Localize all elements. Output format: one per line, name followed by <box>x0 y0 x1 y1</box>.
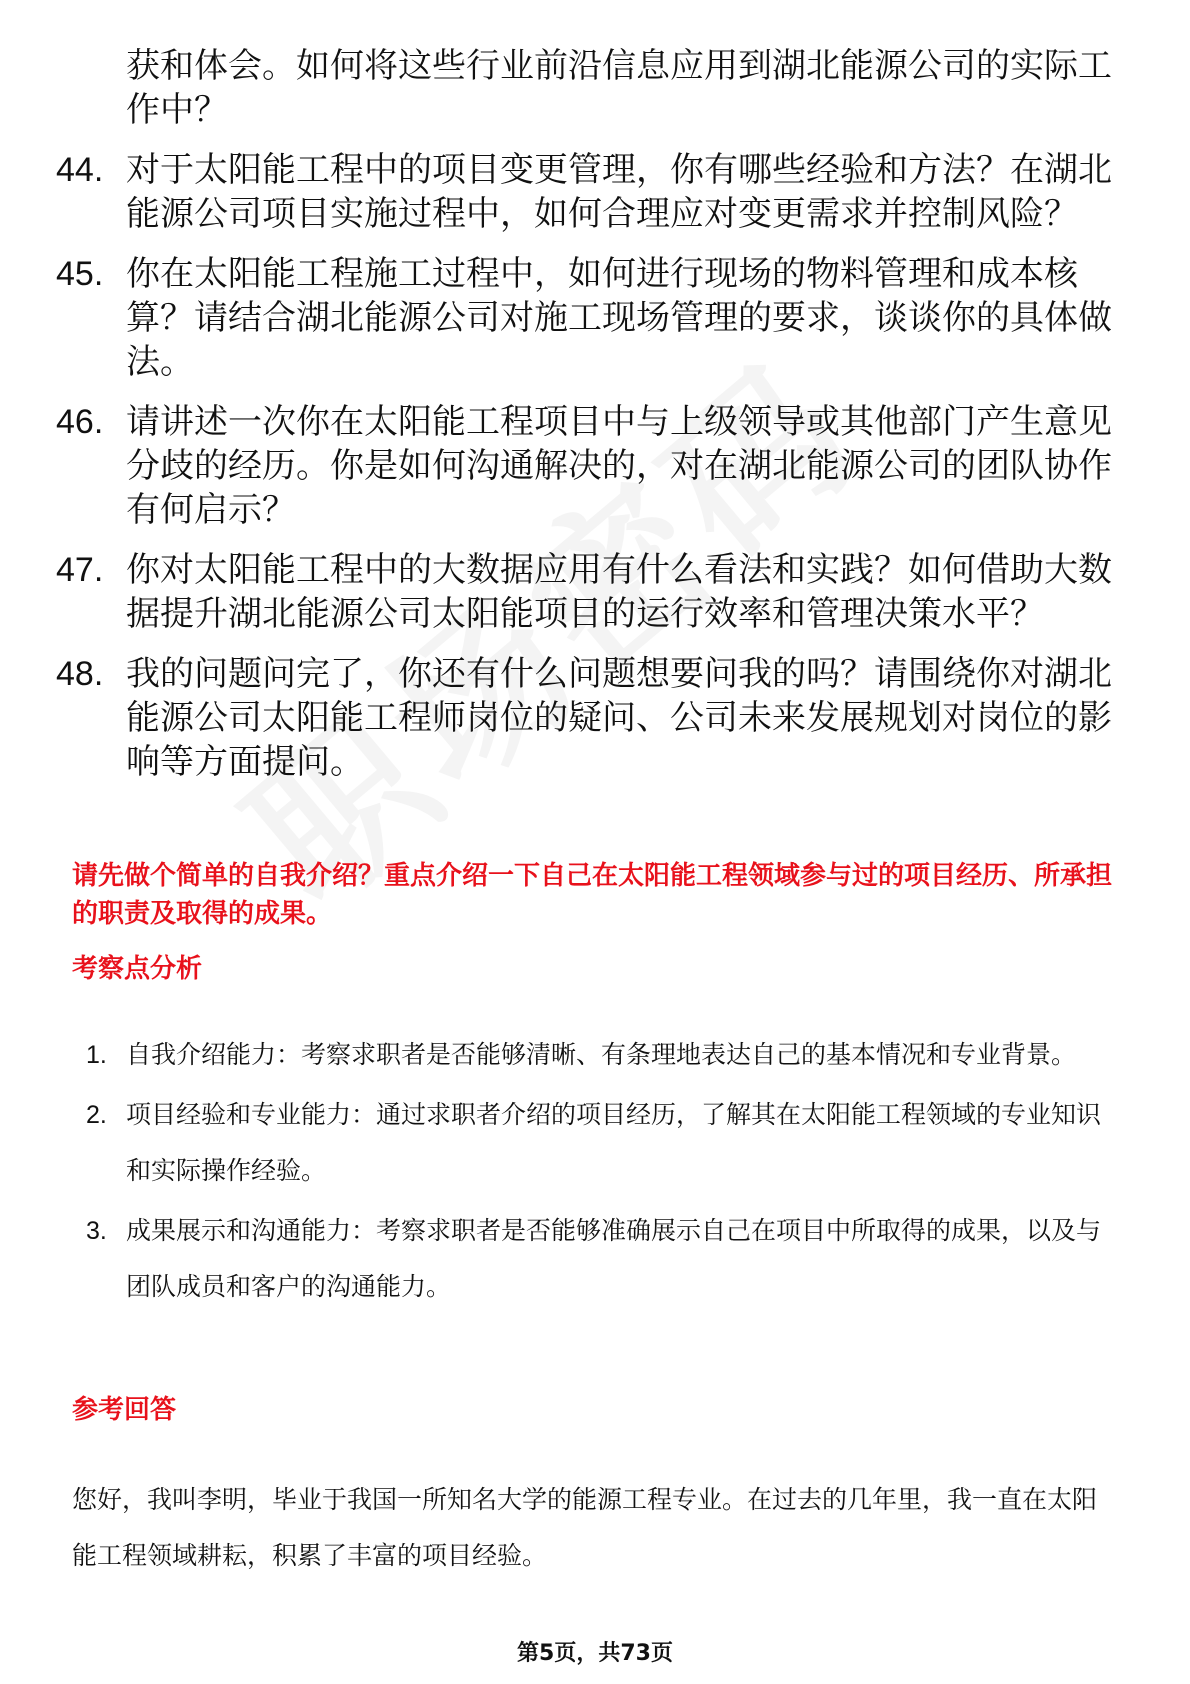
question-number: 46. <box>56 403 104 441</box>
question-item <box>56 400 1116 532</box>
question-item <box>56 548 1116 636</box>
question-item <box>56 652 1116 784</box>
question-item <box>56 252 1116 384</box>
analysis-item <box>86 1027 1116 1083</box>
analysis-number: 3. <box>86 1217 107 1245</box>
analysis-text: 自我介绍能力：考察求职者是否能够清晰、有条理地表达自己的基本情况和专业背景。 <box>126 1040 1077 1069</box>
analysis-list <box>0 1027 1190 1319</box>
reference-title: 参考回答 <box>72 1395 177 1425</box>
question-number: 47. <box>56 551 104 589</box>
question-43-continuation: 获和体会。如何将这些行业前沿信息应用到湖北能源公司的实际工作中？ <box>126 46 1112 130</box>
question-text: 对于太阳能工程中的项目变更管理，你有哪些经验和方法？在湖北能源公司项目实施过程中，如何合理应对变更需求并控制风险？ <box>126 150 1112 234</box>
question-text: 请讲述一次你在太阳能工程项目中与上级领导或其他部门产生意见分歧的经历。你是如何沟通解决的，对在湖北能源公司的团队协作有何启示？ <box>126 402 1112 530</box>
analysis-item <box>86 1203 1116 1315</box>
analysis-text: 成果展示和沟通能力：考察求职者是否能够准确展示自己在项目中所取得的成果，以及与团队成员和客户的沟通能力。 <box>126 1216 1102 1301</box>
analysis-number: 2. <box>86 1101 107 1129</box>
analysis-item <box>86 1087 1116 1199</box>
featured-question: 请先做个简单的自我介绍？重点介绍一下自己在太阳能工程领域参与过的项目经历、所承担的职责及取得的成果。 <box>72 861 1113 929</box>
question-text: 我的问题问完了，你还有什么问题想要问我的吗？请围绕你对湖北能源公司太阳能工程师岗位的疑问、公司未来发展规划对岗位的影响等方面提问。 <box>126 654 1112 782</box>
question-number: 44. <box>56 151 104 189</box>
question-text: 你在太阳能工程施工过程中，如何进行现场的物料管理和成本核算？请结合湖北能源公司对施工现场管理的要求，谈谈你的具体做法。 <box>126 254 1112 382</box>
analysis-text: 项目经验和专业能力：通过求职者介绍的项目经历，了解其在太阳能工程领域的专业知识和实际操作经验。 <box>126 1100 1102 1185</box>
question-number: 48. <box>56 655 104 693</box>
analysis-title: 考察点分析 <box>72 954 203 984</box>
question-list <box>0 44 1190 784</box>
question-text: 你对太阳能工程中的大数据应用有什么看法和实践？如何借助大数据提升湖北能源公司太阳能项目的运行效率和管理决策水平？ <box>126 550 1112 634</box>
page-footer: 第5页，共73页 <box>517 1641 673 1666</box>
analysis-number: 1. <box>86 1041 107 1069</box>
question-number: 45. <box>56 255 104 293</box>
reference-answer: 您好，我叫李明，毕业于我国一所知名大学的能源工程专业。在过去的几年里，我一直在太阳能工程领域耕耘，积累了丰富的项目经验。 <box>72 1485 1098 1570</box>
question-item <box>56 148 1116 236</box>
